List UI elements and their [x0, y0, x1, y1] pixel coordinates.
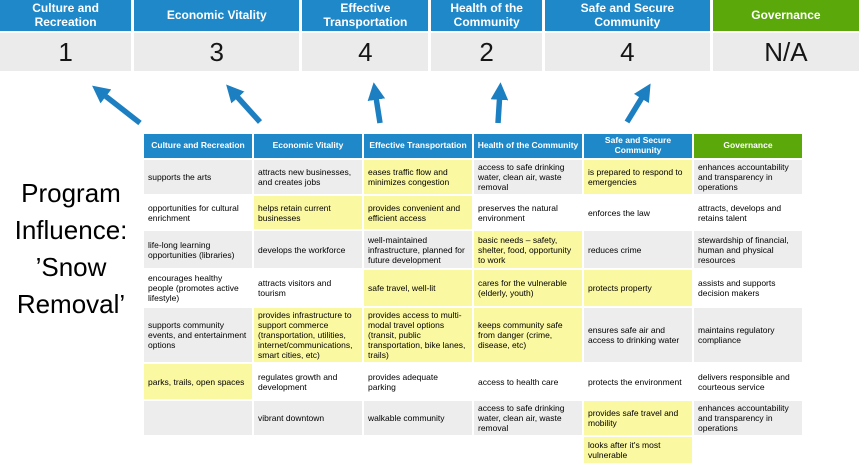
matrix-column-header: Governance	[694, 134, 802, 158]
matrix-cell: walkable community	[364, 401, 472, 435]
matrix-cell: helps retain current businesses	[254, 196, 362, 229]
matrix-column-header: Culture and Recreation	[144, 134, 252, 158]
table-row	[144, 270, 802, 306]
matrix-cell: basic needs – safety, shelter, food, opportunity to work	[474, 231, 582, 268]
table-row	[144, 308, 802, 362]
matrix-cell	[144, 401, 252, 435]
matrix-cell: life-long learning opportunities (libraries)	[144, 231, 252, 268]
matrix-cell: provides adequate parking	[364, 364, 472, 399]
priority-score: 2	[431, 33, 541, 71]
matrix-column-header: Economic Vitality	[254, 134, 362, 158]
matrix-cell: provides access to multi-modal travel options (transit, public transportation, bike lanes, trails)	[364, 308, 472, 362]
matrix-cell: attracts, develops and retains talent	[694, 196, 802, 229]
matrix-cell: ensures safe air and access to drinking water	[584, 308, 692, 362]
priority-header: Effective Transportation	[302, 0, 428, 31]
influence-arrow	[99, 91, 140, 123]
matrix-cell: attracts visitors and tourism	[254, 270, 362, 306]
influence-arrow	[375, 91, 380, 123]
matrix-column-header: Health of the Community	[474, 134, 582, 158]
matrix-cell: develops the workforce	[254, 231, 362, 268]
matrix-cell: enhances accountability and transparency in operations	[694, 160, 802, 194]
matrix-cell: access to health care	[474, 364, 582, 399]
influence-matrix	[142, 132, 804, 465]
influence-arrow	[498, 91, 500, 123]
matrix-cell: protects property	[584, 270, 692, 306]
table-row	[144, 437, 802, 463]
matrix-cell	[144, 437, 252, 463]
matrix-cell: opportunities for cultural enrichment	[144, 196, 252, 229]
table-row	[144, 196, 802, 229]
matrix-column-header: Effective Transportation	[364, 134, 472, 158]
matrix-cell: maintains regulatory compliance	[694, 308, 802, 362]
priority-header: Economic Vitality	[134, 0, 299, 31]
matrix-cell: looks after it's most vulnerable	[584, 437, 692, 463]
priority-header: Governance	[713, 0, 859, 31]
matrix-cell: provides convenient and efficient access	[364, 196, 472, 229]
matrix-cell	[364, 437, 472, 463]
matrix-cell: parks, trails, open spaces	[144, 364, 252, 399]
priority-column	[545, 0, 710, 71]
influence-arrow	[232, 91, 260, 122]
table-row	[144, 401, 802, 435]
matrix-cell: protects the environment	[584, 364, 692, 399]
priority-column	[302, 0, 428, 71]
matrix-cell: access to safe drinking water, clean air, waste removal	[474, 160, 582, 194]
priority-score: 3	[134, 33, 299, 71]
matrix-cell: well-maintained infrastructure, planned for future development	[364, 231, 472, 268]
priority-header: Safe and Secure Community	[545, 0, 710, 31]
priority-column	[134, 0, 299, 71]
priority-score: N/A	[713, 33, 859, 71]
matrix-cell: access to safe drinking water, clean air, waste removal	[474, 401, 582, 435]
influence-arrow	[627, 91, 646, 122]
matrix-cell	[694, 437, 802, 463]
matrix-cell: vibrant downtown	[254, 401, 362, 435]
priority-header: Health of the Community	[431, 0, 541, 31]
table-row	[144, 231, 802, 268]
program-title: Program Influence: ’Snow Removal’	[14, 178, 128, 319]
matrix-cell: eases traffic flow and minimizes congestion	[364, 160, 472, 194]
matrix-cell: regulates growth and development	[254, 364, 362, 399]
matrix-cell: stewardship of financial, human and physical resources	[694, 231, 802, 268]
matrix-cell: keeps community safe from danger (crime, disease, etc)	[474, 308, 582, 362]
matrix-cell	[254, 437, 362, 463]
matrix-cell: safe travel, well-lit	[364, 270, 472, 306]
matrix-cell: attracts new businesses, and creates jobs	[254, 160, 362, 194]
priority-column	[431, 0, 541, 71]
priority-summary-band	[0, 0, 859, 71]
influence-arrows	[0, 78, 859, 132]
matrix-cell: delivers responsible and courteous service	[694, 364, 802, 399]
priority-column	[0, 0, 131, 71]
matrix-cell: enhances accountability and transparency in operations	[694, 401, 802, 435]
matrix-cell: provides infrastructure to support commerce (transportation, utilities, internet/communications, smart cities, etc)	[254, 308, 362, 362]
matrix-cell: is prepared to respond to emergencies	[584, 160, 692, 194]
priority-score: 4	[545, 33, 710, 71]
priority-column	[713, 0, 859, 71]
matrix-cell: enforces the law	[584, 196, 692, 229]
matrix-cell: provides safe travel and mobility	[584, 401, 692, 435]
matrix-cell: encourages healthy people (promotes active lifestyle)	[144, 270, 252, 306]
table-row	[144, 364, 802, 399]
matrix-column-header: Safe and Secure Community	[584, 134, 692, 158]
priority-score: 1	[0, 33, 131, 71]
matrix-cell: supports community events, and entertainment options	[144, 308, 252, 362]
matrix-header-row	[144, 134, 802, 158]
matrix-cell: cares for the vulnerable (elderly, youth)	[474, 270, 582, 306]
matrix-cell: preserves the natural environment	[474, 196, 582, 229]
priority-header: Culture and Recreation	[0, 0, 131, 31]
matrix-cell: supports the arts	[144, 160, 252, 194]
matrix-cell: assists and supports decision makers	[694, 270, 802, 306]
priority-score: 4	[302, 33, 428, 71]
table-row	[144, 160, 802, 194]
matrix-cell: reduces crime	[584, 231, 692, 268]
matrix-cell	[474, 437, 582, 463]
